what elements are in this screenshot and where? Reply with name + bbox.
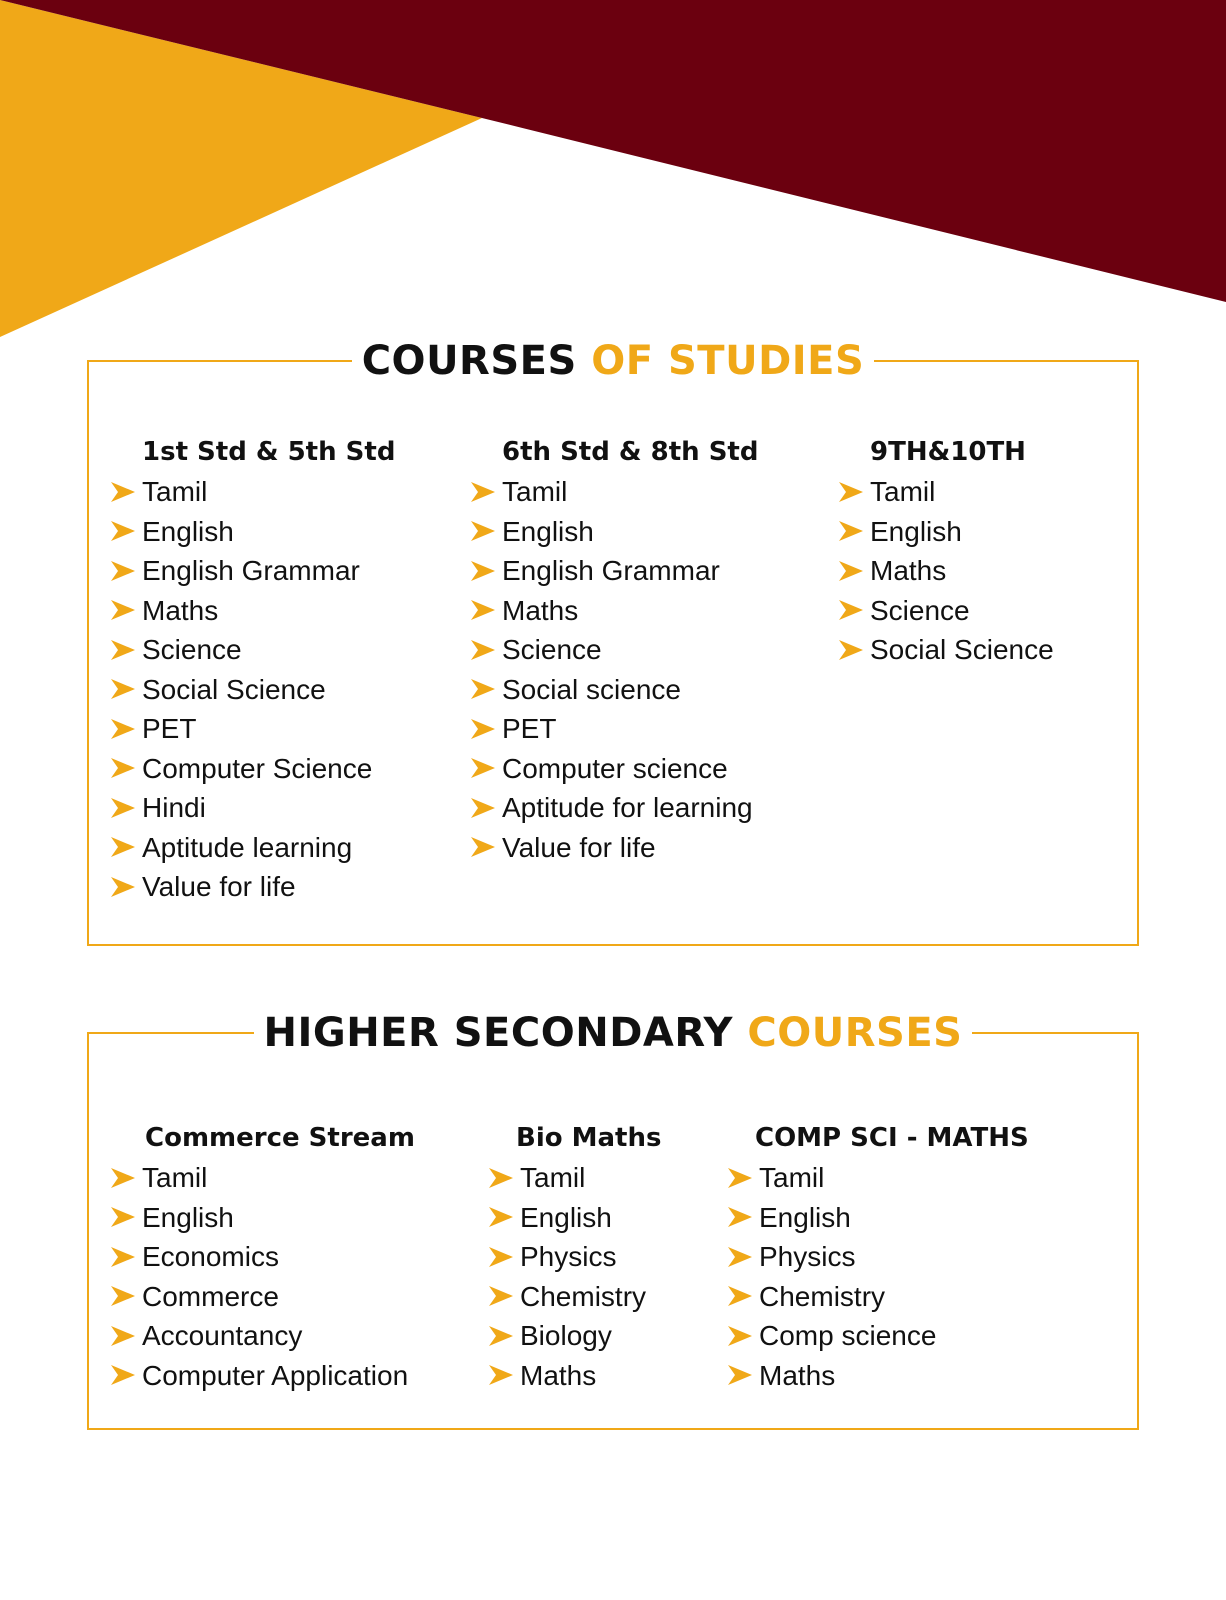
title-part-gold: COURSES — [747, 1010, 963, 1056]
list-item — [470, 788, 758, 828]
column-6th-8th-std — [470, 432, 758, 867]
course-name: Maths — [502, 594, 579, 626]
column-heading: Commerce Stream — [145, 1123, 415, 1153]
course-name: Chemistry — [520, 1280, 647, 1312]
course-name: Value for life — [502, 831, 656, 863]
arrow-bullet-icon — [488, 1363, 514, 1387]
course-name: Value for life — [142, 871, 296, 903]
list-item — [838, 551, 1054, 591]
course-name: Comp science — [759, 1320, 937, 1352]
arrow-bullet-icon — [470, 598, 496, 622]
course-name: Aptitude for learning — [502, 792, 753, 824]
list-item — [727, 1198, 1029, 1238]
arrow-bullet-icon — [727, 1245, 753, 1269]
list-item — [470, 630, 758, 670]
list-item — [110, 1316, 415, 1356]
course-name: Physics — [520, 1241, 617, 1273]
arrow-bullet-icon — [110, 835, 136, 859]
title-part-black: COURSES — [361, 338, 577, 384]
arrow-bullet-icon — [110, 1324, 136, 1348]
course-name: Maths — [142, 594, 219, 626]
column-9th-10th — [838, 432, 1054, 670]
list-item — [727, 1356, 1029, 1396]
arrow-bullet-icon — [470, 796, 496, 820]
arrow-bullet-icon — [470, 835, 496, 859]
list-item — [470, 670, 758, 710]
course-name: Tamil — [759, 1162, 825, 1194]
course-name: PET — [502, 713, 557, 745]
list-item — [838, 512, 1054, 552]
higher-secondary-courses-panel — [87, 1010, 1139, 1430]
course-name: Maths — [759, 1359, 836, 1391]
arrow-bullet-icon — [488, 1205, 514, 1229]
course-name: Computer Application — [142, 1359, 409, 1391]
list-item — [838, 472, 1054, 512]
course-name: Maths — [870, 555, 947, 587]
list-item — [110, 472, 395, 512]
title-part-gold: OF STUDIES — [591, 338, 865, 384]
arrow-bullet-icon — [110, 756, 136, 780]
course-name: Science — [870, 594, 970, 626]
column-comp-sci-maths — [727, 1118, 1029, 1395]
list-item — [110, 630, 395, 670]
list-item — [727, 1316, 1029, 1356]
arrow-bullet-icon — [110, 677, 136, 701]
course-name: Computer science — [502, 752, 728, 784]
arrow-bullet-icon — [838, 519, 864, 543]
list-item — [488, 1237, 661, 1277]
course-name: English — [520, 1201, 612, 1233]
list-item — [727, 1237, 1029, 1277]
arrow-bullet-icon — [727, 1363, 753, 1387]
arrow-bullet-icon — [470, 519, 496, 543]
list-item — [110, 867, 395, 907]
course-name: English — [870, 515, 962, 547]
column-heading: 9TH&10TH — [870, 437, 1026, 467]
arrow-bullet-icon — [470, 638, 496, 662]
title-part-black: HIGHER SECONDARY — [263, 1010, 733, 1056]
course-name: PET — [142, 713, 197, 745]
list-item — [110, 1237, 415, 1277]
course-name: Tamil — [142, 476, 208, 508]
course-name: Science — [502, 634, 602, 666]
list-item — [838, 630, 1054, 670]
course-name: Biology — [520, 1320, 612, 1352]
arrow-bullet-icon — [838, 638, 864, 662]
course-name: English Grammar — [142, 555, 360, 587]
course-name: Tamil — [142, 1162, 208, 1194]
column-heading: 1st Std & 5th Std — [142, 437, 396, 467]
arrow-bullet-icon — [110, 1284, 136, 1308]
arrow-bullet-icon — [110, 559, 136, 583]
arrow-bullet-icon — [470, 480, 496, 504]
arrow-bullet-icon — [488, 1166, 514, 1190]
column-commerce-stream — [110, 1118, 415, 1395]
list-item — [470, 472, 758, 512]
list-item — [110, 1277, 415, 1317]
list-item — [838, 591, 1054, 631]
course-name: Tamil — [870, 476, 936, 508]
panel-title-higher-secondary — [89, 1004, 1137, 1062]
list-item — [110, 788, 395, 828]
arrow-bullet-icon — [110, 796, 136, 820]
course-name: Tamil — [502, 476, 568, 508]
arrow-bullet-icon — [727, 1205, 753, 1229]
arrow-bullet-icon — [110, 1205, 136, 1229]
arrow-bullet-icon — [838, 598, 864, 622]
list-item — [110, 512, 395, 552]
list-item — [488, 1158, 661, 1198]
arrow-bullet-icon — [727, 1284, 753, 1308]
list-item — [110, 591, 395, 631]
list-item — [727, 1158, 1029, 1198]
course-name: Science — [142, 634, 242, 666]
arrow-bullet-icon — [838, 559, 864, 583]
course-name: English — [759, 1201, 851, 1233]
arrow-bullet-icon — [488, 1324, 514, 1348]
list-item — [470, 828, 758, 868]
course-list — [110, 472, 395, 907]
list-item — [470, 749, 758, 789]
arrow-bullet-icon — [110, 598, 136, 622]
arrow-bullet-icon — [110, 1363, 136, 1387]
list-item — [110, 1356, 415, 1396]
header-banner — [0, 0, 1226, 340]
arrow-bullet-icon — [110, 480, 136, 504]
list-item — [470, 551, 758, 591]
arrow-bullet-icon — [838, 480, 864, 504]
arrow-bullet-icon — [470, 717, 496, 741]
list-item — [470, 709, 758, 749]
course-name: Social Science — [142, 673, 326, 705]
column-1st-5th-std — [110, 432, 395, 907]
course-name: Economics — [142, 1241, 279, 1273]
arrow-bullet-icon — [110, 1166, 136, 1190]
course-list — [838, 472, 1054, 670]
arrow-bullet-icon — [470, 677, 496, 701]
course-name: Accountancy — [142, 1320, 303, 1352]
arrow-bullet-icon — [727, 1324, 753, 1348]
course-name: Hindi — [142, 792, 206, 824]
list-item — [110, 670, 395, 710]
course-name: English Grammar — [502, 555, 720, 587]
course-list — [488, 1158, 661, 1395]
list-item — [488, 1198, 661, 1238]
column-heading: 6th Std & 8th Std — [502, 437, 759, 467]
course-name: Maths — [520, 1359, 597, 1391]
list-item — [470, 591, 758, 631]
column-heading: Bio Maths — [516, 1123, 662, 1153]
arrow-bullet-icon — [110, 717, 136, 741]
list-item — [110, 749, 395, 789]
arrow-bullet-icon — [470, 559, 496, 583]
arrow-bullet-icon — [470, 756, 496, 780]
list-item — [488, 1356, 661, 1396]
list-item — [110, 551, 395, 591]
list-item — [110, 1158, 415, 1198]
course-name: English — [142, 515, 234, 547]
arrow-bullet-icon — [488, 1245, 514, 1269]
arrow-bullet-icon — [110, 519, 136, 543]
course-name: Social Science — [870, 634, 1054, 666]
course-name: Physics — [759, 1241, 856, 1273]
course-name: Social science — [502, 673, 681, 705]
list-item — [110, 1198, 415, 1238]
course-name: English — [142, 1201, 234, 1233]
arrow-bullet-icon — [110, 875, 136, 899]
courses-of-studies-panel — [87, 338, 1139, 946]
list-item — [727, 1277, 1029, 1317]
course-name: Tamil — [520, 1162, 586, 1194]
column-bio-maths — [488, 1118, 661, 1395]
list-item — [488, 1316, 661, 1356]
list-item — [488, 1277, 661, 1317]
course-name: Commerce — [142, 1280, 279, 1312]
course-name: Computer Science — [142, 752, 373, 784]
course-name: English — [502, 515, 594, 547]
column-heading: COMP SCI - MATHS — [755, 1123, 1029, 1153]
arrow-bullet-icon — [110, 638, 136, 662]
course-list — [110, 1158, 415, 1395]
list-item — [110, 709, 395, 749]
arrow-bullet-icon — [110, 1245, 136, 1269]
course-name: Chemistry — [759, 1280, 886, 1312]
list-item — [470, 512, 758, 552]
list-item — [110, 828, 395, 868]
course-name: Aptitude learning — [142, 831, 353, 863]
arrow-bullet-icon — [488, 1284, 514, 1308]
course-list — [470, 472, 758, 867]
panel-title-courses-of-studies — [89, 332, 1137, 390]
course-list — [727, 1158, 1029, 1395]
arrow-bullet-icon — [727, 1166, 753, 1190]
